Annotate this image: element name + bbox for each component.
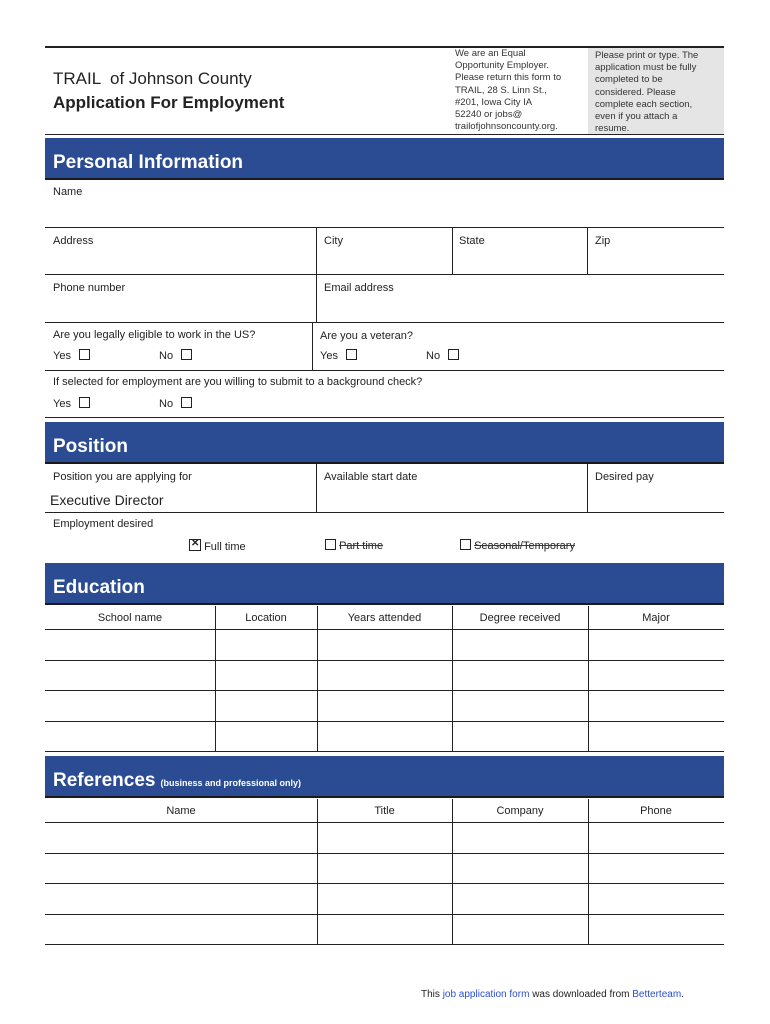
- veteran-no: [426, 349, 459, 362]
- no-label: No: [159, 350, 174, 362]
- row-rule: [45, 883, 724, 884]
- part-time-label: Part time: [339, 540, 384, 552]
- column-divider: [452, 606, 453, 751]
- education-title: Education: [53, 577, 145, 598]
- table-cell[interactable]: [454, 723, 586, 750]
- column-header: Name: [166, 805, 196, 817]
- column-divider: [588, 799, 589, 944]
- table-cell[interactable]: [47, 855, 315, 882]
- divider: [316, 275, 317, 322]
- desired-pay-label: Desired pay: [595, 471, 654, 483]
- references-header: [45, 756, 724, 798]
- row-rule: [45, 721, 724, 722]
- table-cell[interactable]: [590, 855, 722, 882]
- veteran-no-checkbox[interactable]: [448, 349, 459, 360]
- column-header: Years attended: [347, 612, 422, 624]
- table-cell[interactable]: [590, 723, 722, 750]
- no-label: No: [426, 350, 441, 362]
- veteran-yes-checkbox[interactable]: [346, 349, 357, 360]
- org-name: TRAIL of Johnson County: [53, 69, 252, 88]
- table-cell[interactable]: [454, 824, 586, 851]
- column-divider: [317, 799, 318, 944]
- background-yes-checkbox[interactable]: [79, 397, 90, 408]
- eoe-notice: We are an Equal Opportunity Employer. Please return this form to TRAIL, 28 S. Linn St., #201, Iowa City IA 52240 or jobs@ trailofjohnsoncounty.org.: [455, 48, 562, 133]
- table-cell[interactable]: [47, 662, 213, 689]
- full-time-label: Full time: [204, 541, 246, 553]
- table-cell[interactable]: [590, 885, 722, 912]
- table-cell[interactable]: [590, 824, 722, 851]
- state-label: State: [459, 235, 485, 247]
- column-header: Location: [245, 612, 287, 624]
- divider: [312, 323, 313, 370]
- column-divider: [452, 799, 453, 944]
- divider: [587, 228, 588, 274]
- table-cell[interactable]: [590, 916, 722, 943]
- eligible-no: [159, 349, 192, 362]
- table-cell[interactable]: [319, 916, 450, 943]
- references-title: References: [53, 770, 156, 791]
- table-cell[interactable]: [590, 631, 722, 658]
- rule: [45, 322, 724, 323]
- full-time-option: [189, 539, 246, 553]
- divider: [452, 228, 453, 274]
- rule: [45, 370, 724, 371]
- table-cell[interactable]: [217, 692, 315, 719]
- phone-label: Phone number: [53, 282, 126, 294]
- column-header: Degree received: [479, 612, 561, 624]
- column-divider: [588, 606, 589, 751]
- footer: [421, 989, 684, 1000]
- table-cell[interactable]: [47, 631, 213, 658]
- eligible-question: Are you legally eligible to work in the US?: [53, 329, 256, 341]
- start-date-label: Available start date: [324, 471, 418, 483]
- references-subtitle: (business and professional only): [160, 778, 301, 788]
- header-rule: [45, 822, 724, 823]
- header-rule: [45, 629, 724, 630]
- table-cell[interactable]: [319, 723, 450, 750]
- column-divider: [215, 606, 216, 751]
- table-cell[interactable]: [217, 723, 315, 750]
- header-rule: [45, 134, 724, 135]
- education-header: [45, 563, 724, 605]
- table-cell[interactable]: [590, 692, 722, 719]
- table-cell[interactable]: [217, 631, 315, 658]
- row-rule: [45, 660, 724, 661]
- divider: [316, 464, 317, 512]
- position-applying-value[interactable]: Executive Director: [50, 492, 164, 508]
- personal-info-header: [45, 138, 724, 180]
- seasonal-label: Seasonal/Temporary: [474, 540, 575, 552]
- job-application-form-link[interactable]: job application form: [442, 989, 530, 1000]
- seasonal-checkbox[interactable]: [460, 539, 471, 550]
- table-cell[interactable]: [319, 631, 450, 658]
- column-header: School name: [97, 612, 163, 624]
- column-header: Phone: [640, 805, 672, 817]
- table-cell[interactable]: [319, 885, 450, 912]
- position-header: [45, 422, 724, 464]
- seasonal-option: [460, 539, 575, 552]
- table-cell[interactable]: [217, 662, 315, 689]
- zip-label: Zip: [595, 235, 611, 247]
- no-label: No: [159, 398, 174, 410]
- table-cell[interactable]: [319, 855, 450, 882]
- full-time-checkbox[interactable]: [189, 539, 201, 551]
- address-label: Address: [53, 235, 94, 247]
- footer-middle: was downloaded from: [532, 989, 630, 1000]
- table-cell[interactable]: [47, 723, 213, 750]
- employment-desired-label: Employment desired: [53, 518, 154, 530]
- table-cell[interactable]: [47, 824, 315, 851]
- column-header: Company: [496, 805, 544, 817]
- instructions-notice: Please print or type. The application must be fully completed to be considered. Please complete each section, even if you attach a resume.: [595, 50, 699, 135]
- position-title: Position: [53, 436, 128, 457]
- divider: [587, 464, 588, 512]
- table-cell[interactable]: [590, 662, 722, 689]
- eligible-no-checkbox[interactable]: [181, 349, 192, 360]
- footer-prefix: This: [421, 989, 440, 1000]
- divider: [316, 228, 317, 274]
- part-time-checkbox[interactable]: [325, 539, 336, 550]
- references-title-wrap: [53, 770, 301, 792]
- table-cell[interactable]: [319, 824, 450, 851]
- name-label: Name: [53, 186, 83, 198]
- table-cell[interactable]: [454, 855, 586, 882]
- background-yes: [53, 397, 90, 410]
- background-question: If selected for employment are you willing to submit to a background check?: [53, 376, 423, 388]
- yes-label: Yes: [53, 398, 71, 410]
- yes-label: Yes: [320, 350, 338, 362]
- table-cell[interactable]: [454, 692, 586, 719]
- table-cell[interactable]: [47, 692, 213, 719]
- table-cell[interactable]: [454, 631, 586, 658]
- background-no: [159, 397, 192, 410]
- background-no-checkbox[interactable]: [181, 397, 192, 408]
- table-cell[interactable]: [319, 662, 450, 689]
- table-cell[interactable]: [47, 885, 315, 912]
- rule: [45, 227, 724, 228]
- footer-suffix: .: [681, 989, 684, 1000]
- betterteam-link[interactable]: Betterteam: [632, 989, 682, 1000]
- eligible-yes-checkbox[interactable]: [79, 349, 90, 360]
- position-applying-label: Position you are applying for: [53, 471, 192, 483]
- part-time-option: [325, 539, 383, 552]
- yes-label: Yes: [53, 350, 71, 362]
- table-cell[interactable]: [454, 885, 586, 912]
- row-rule: [45, 690, 724, 691]
- veteran-question: Are you a veteran?: [320, 330, 413, 342]
- row-rule: [45, 751, 724, 752]
- column-header: Major: [642, 612, 670, 624]
- column-header: Title: [374, 805, 395, 817]
- name-field[interactable]: [45, 182, 724, 227]
- rule: [45, 512, 724, 513]
- eligible-yes: [53, 349, 90, 362]
- rule: [45, 274, 724, 275]
- table-cell[interactable]: [47, 916, 315, 943]
- table-cell[interactable]: [454, 916, 586, 943]
- row-rule: [45, 853, 724, 854]
- table-cell[interactable]: [319, 692, 450, 719]
- row-rule: [45, 914, 724, 915]
- column-divider: [317, 606, 318, 751]
- table-cell[interactable]: [454, 662, 586, 689]
- form-title: Application For Employment: [53, 93, 285, 112]
- personal-info-title: Personal Information: [53, 152, 244, 173]
- veteran-yes: [320, 349, 357, 362]
- row-rule: [45, 944, 724, 945]
- rule: [45, 417, 724, 418]
- email-label: Email address: [324, 282, 394, 294]
- city-label: City: [324, 235, 343, 247]
